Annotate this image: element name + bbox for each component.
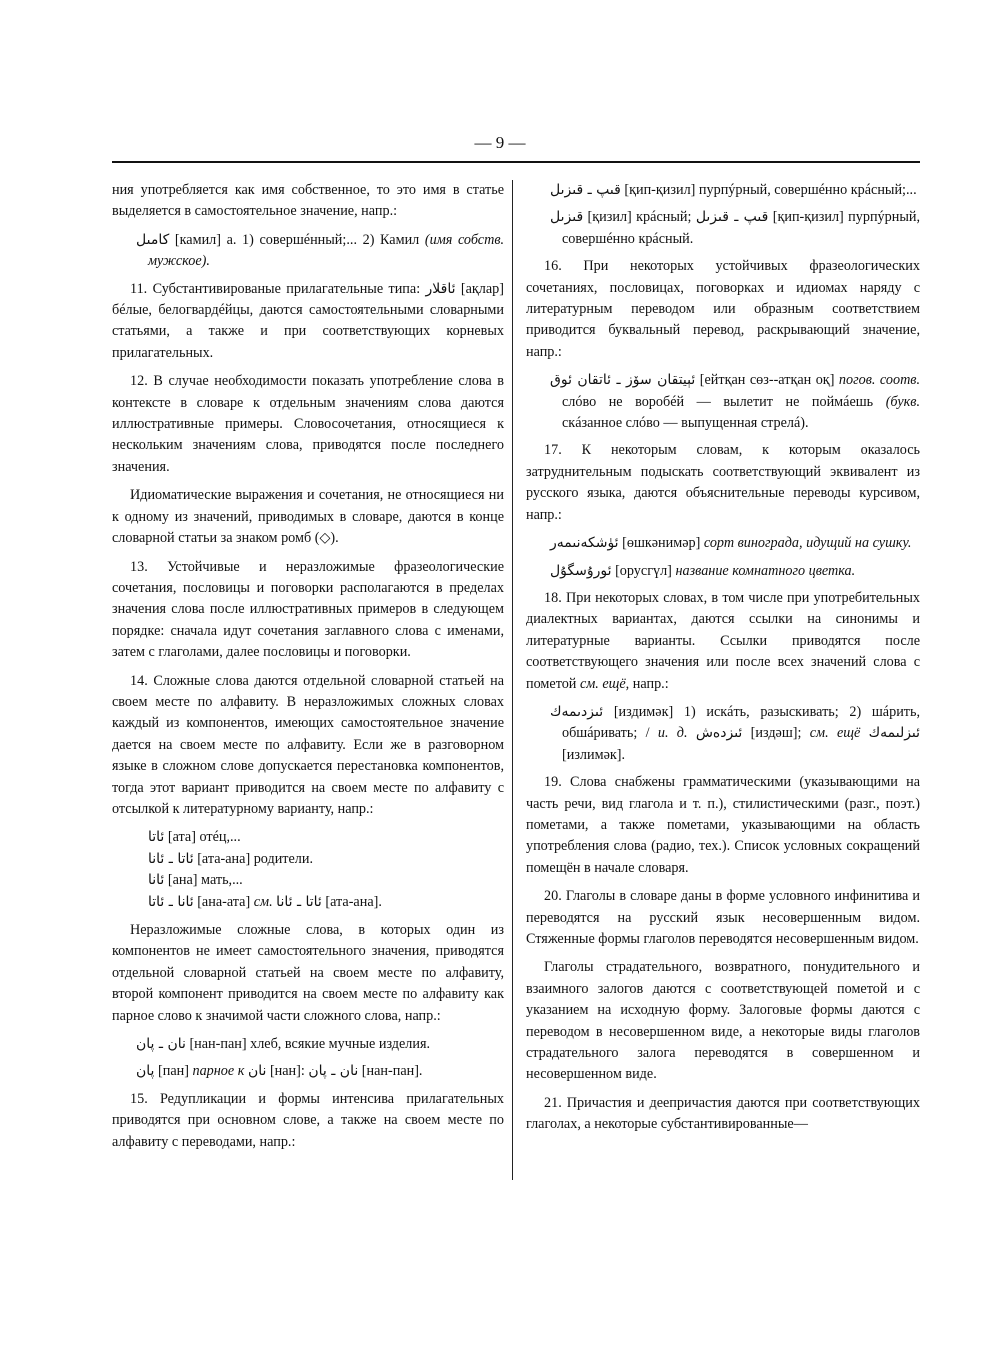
arabic-headword: ئۈشكەنىمەر (550, 535, 619, 552)
arabic-headword: ئاتا (148, 829, 165, 846)
arabic-reference: ئاتا ـ ئانا (276, 893, 322, 910)
example-text: [нан-пан]. (361, 1063, 423, 1080)
paragraph-17: 17. К некоторым словам, к которым оказалось затруднительным подыскать соответствующий эквивалент из русского языка, даются объяснительные переводы курсивом, напр.: (526, 442, 920, 523)
arabic-headword: ئاقلار (425, 280, 456, 297)
paragraph-20: 20. Глаголы в словаре даны в форме условного инфинитива и переводятся на русский язык несовершенным видом. Стяженные формы глаголов переводятся несовершенным видом. (526, 888, 920, 947)
right-column (526, 180, 920, 1143)
paragraph-18-end: напр.: (632, 675, 669, 692)
arabic-reference: نان ـ پان (308, 1063, 359, 1080)
example-text: [издимәк] 1) искáть, разыскивать; 2) шáрить, обшáривать; / (562, 703, 921, 742)
example-qizil (526, 207, 920, 250)
example-text: скáзанное слóво — выпущенная стрелá). (562, 415, 809, 432)
arabic-headword: ئېيتقان سۆز ـ ئاتقان ئوق (550, 372, 696, 389)
left-column (112, 180, 504, 1160)
example-izdimak (526, 702, 920, 766)
see-also-mark: см. ещё (809, 725, 861, 742)
arabic-headword: قىپ ـ قىزىل (550, 182, 621, 198)
example-pan (112, 1061, 504, 1082)
arabic-headword: قىزىل (550, 209, 584, 226)
example-text: [орусгүл] (615, 562, 672, 579)
example-text: слóво не воробéй — вылетит не поймáешь (562, 393, 874, 410)
arabic-headword: ئانا (148, 872, 165, 889)
example-text: [қип-қизил] пурпýрный, совершéнно крáсный. (562, 209, 920, 247)
example-note: (имя собств. мужское). (148, 231, 505, 270)
column-divider (512, 180, 513, 1180)
paragraph-15: 15. Редупликации и формы интенсива прилагательных приводятся при основном слове, а также на своем месте по алфавиту с переводами, напр.: (112, 1090, 504, 1150)
arabic-headword: ئانا ـ ئاتا (148, 893, 194, 910)
arabic-headword: ئورۇسگۇل (550, 562, 612, 579)
header-rule (112, 161, 920, 163)
example-ata-ana (112, 849, 504, 870)
example-text: [ана] мать,... (167, 872, 243, 889)
arabic-headword: نان ـ پان (136, 1036, 186, 1053)
example-oshkanimar (526, 533, 920, 554)
paragraph-12b: Идиоматические выражения и сочетания, не относящиеся ни к одному из значений, приводимых в словаре, даются в конце словарной статьи за знаком ромб (◇). (112, 487, 504, 547)
arabic-headword: كامىل (136, 231, 170, 248)
example-note: (букв. (885, 393, 920, 410)
arabic-reference: ئىزلىمەك (868, 725, 921, 742)
paragraph-18-text: 18. При некоторых словах, в том числе при употребительных диалектных вариантах, даются ссылки на синонимы и литературные варианты. Ссылки приводятся после соответствующего значения или после всех значений слова с пометой (526, 589, 920, 692)
example-nan-pan (112, 1034, 504, 1055)
paragraph-20b: Глаголы страдательного, возвратного, понудительного и взаимного залогов даются с соответствующей пометой и с указанием на исходную форму. Залоговые формы даются с переводом в несовершенном виде, а некоторые виды глаголов страдательного залога переводятся в совершенном и несовершенном виде. (526, 959, 920, 1083)
paragraph-continuation: ния употребляется как имя собственное, то это имя в статье выделяется в самостоятельное значение, напр.: (112, 182, 504, 220)
paragraph-11-rest: [ақлар] бéлые, белогвардéйцы, даются самостоятельными словарными статьями, а также и при соответствующих корневых прилагательных. (112, 280, 505, 361)
example-ana (112, 870, 504, 891)
example-note: сорт винограда, идущий на сушку. (703, 535, 912, 552)
example-text: [нан]: (269, 1063, 305, 1080)
paragraph-13: 13. Устойчивые и неразложимые фразеологические сочетания, пословицы и поговорки располагаются в пределах значения слова после иллюстративных примеров в следующем порядке: сначала идут сочетания заглавного слова с именами, затем с глаголами, далее пословицы и поговорки. (112, 558, 504, 661)
example-kamil (112, 230, 504, 273)
arabic-reference: قىپ ـ قىزىل (695, 209, 769, 226)
example-qip-qizil (526, 180, 920, 201)
example-text: [қизил] крáсный; (587, 209, 692, 226)
example-text: [ата] отéц,... (167, 829, 241, 846)
paragraph-16: 16. При некоторых устойчивых фразеологических сочетаниях, пословицах, поговорках и идиомах наряду с литературным переводом или образным соответствием приводится буквальный перевод, раскрывающий значение, напр.: (526, 258, 920, 360)
paragraph-21: 21. Причастия и деепричастия даются при соответствующих глаголах, а некоторые субстантивированные— (526, 1094, 920, 1133)
example-text: [издәш]; (750, 725, 802, 742)
example-text: [ата-ана] родители. (197, 850, 314, 867)
arabic-reference: نان (247, 1063, 267, 1080)
arabic-headword: پان (136, 1063, 155, 1080)
arabic-reference: ئىزدەش (695, 725, 743, 742)
example-text: [ейтқан сөз--атқан оқ] (699, 372, 835, 389)
example-note: и. д. (657, 725, 688, 742)
example-text: [қип-қизил] пурпýрный, совершéнно крáсный;... (624, 182, 917, 198)
paragraph-12: 12. В случае необходимости показать употребление слова в контексте в словаре к отдельным значениям слова даются иллюстративные примеры. Словосочетания, относящиеся к нескольким значениям слова, приводятся после последнего значения. (112, 373, 504, 475)
page-number: — 9 — (474, 133, 526, 152)
example-text: [пан] (158, 1063, 189, 1080)
example-text: [ана-ата] (197, 893, 251, 910)
paragraph-14b: Неразложимые сложные слова, в которых один из компонентов не имеет самостоятельного значения, приводятся отдельной словарной статьей на своем месте по алфавиту, второй компонент приводится на своем месте по алфавиту как парное слово к значимой части сложного слова, напр.: (112, 922, 504, 1024)
paragraph-18 (526, 588, 920, 695)
example-note: название комнатного цветка. (675, 562, 856, 579)
paragraph-11-text: 11. Субстантивированые прилагательные типа: (130, 280, 421, 297)
paragraph-19: 19. Слова снабжены грамматическими (указывающими на часть речи, вид глагола и т. п.), стилистическими (разг., поэт.) пометами, а также пометами, указывающими на область употребления слова (радио, тех.). Список условных сокращений помещён в начале словаря. (526, 774, 920, 876)
example-proverb (526, 370, 920, 434)
example-ata (112, 827, 504, 848)
paragraph-14: 14. Сложные слова даются отдельной словарной статьей на своем месте по алфавиту. В неразложимых сложных словах каждый из компонентов, имеющих самостоятельное значение дается на своем месте по алфавиту. Если же в разговорном языке в сложном слове допускается перестановка компонентов, тогда этот вариант приводится на своем месте по алфавиту с отсылкой к литературному варианту, напр.: (112, 672, 504, 817)
example-note: парное к (192, 1063, 245, 1080)
example-text: [камил] а. 1) совершéнный;... 2) Камил (174, 231, 420, 248)
see-also-mark: см. ещё, (579, 675, 630, 692)
example-note: погов. соотв. (838, 372, 921, 389)
arabic-headword: ئاتا ـ ئانا (148, 850, 194, 867)
arabic-headword: ئىزدىمەك (550, 703, 604, 720)
example-text: [излимәк]. (562, 746, 626, 763)
example-orusgul (526, 561, 920, 582)
example-ana-ata (112, 892, 504, 913)
example-text: [өшкәнимәр] (622, 535, 701, 552)
paragraph-11 (112, 279, 504, 365)
example-text: [нан-пан] хлеб, всякие мучные изделия. (189, 1036, 431, 1053)
example-text: [ата-ана]. (325, 893, 382, 910)
see-mark: см. (253, 893, 273, 910)
